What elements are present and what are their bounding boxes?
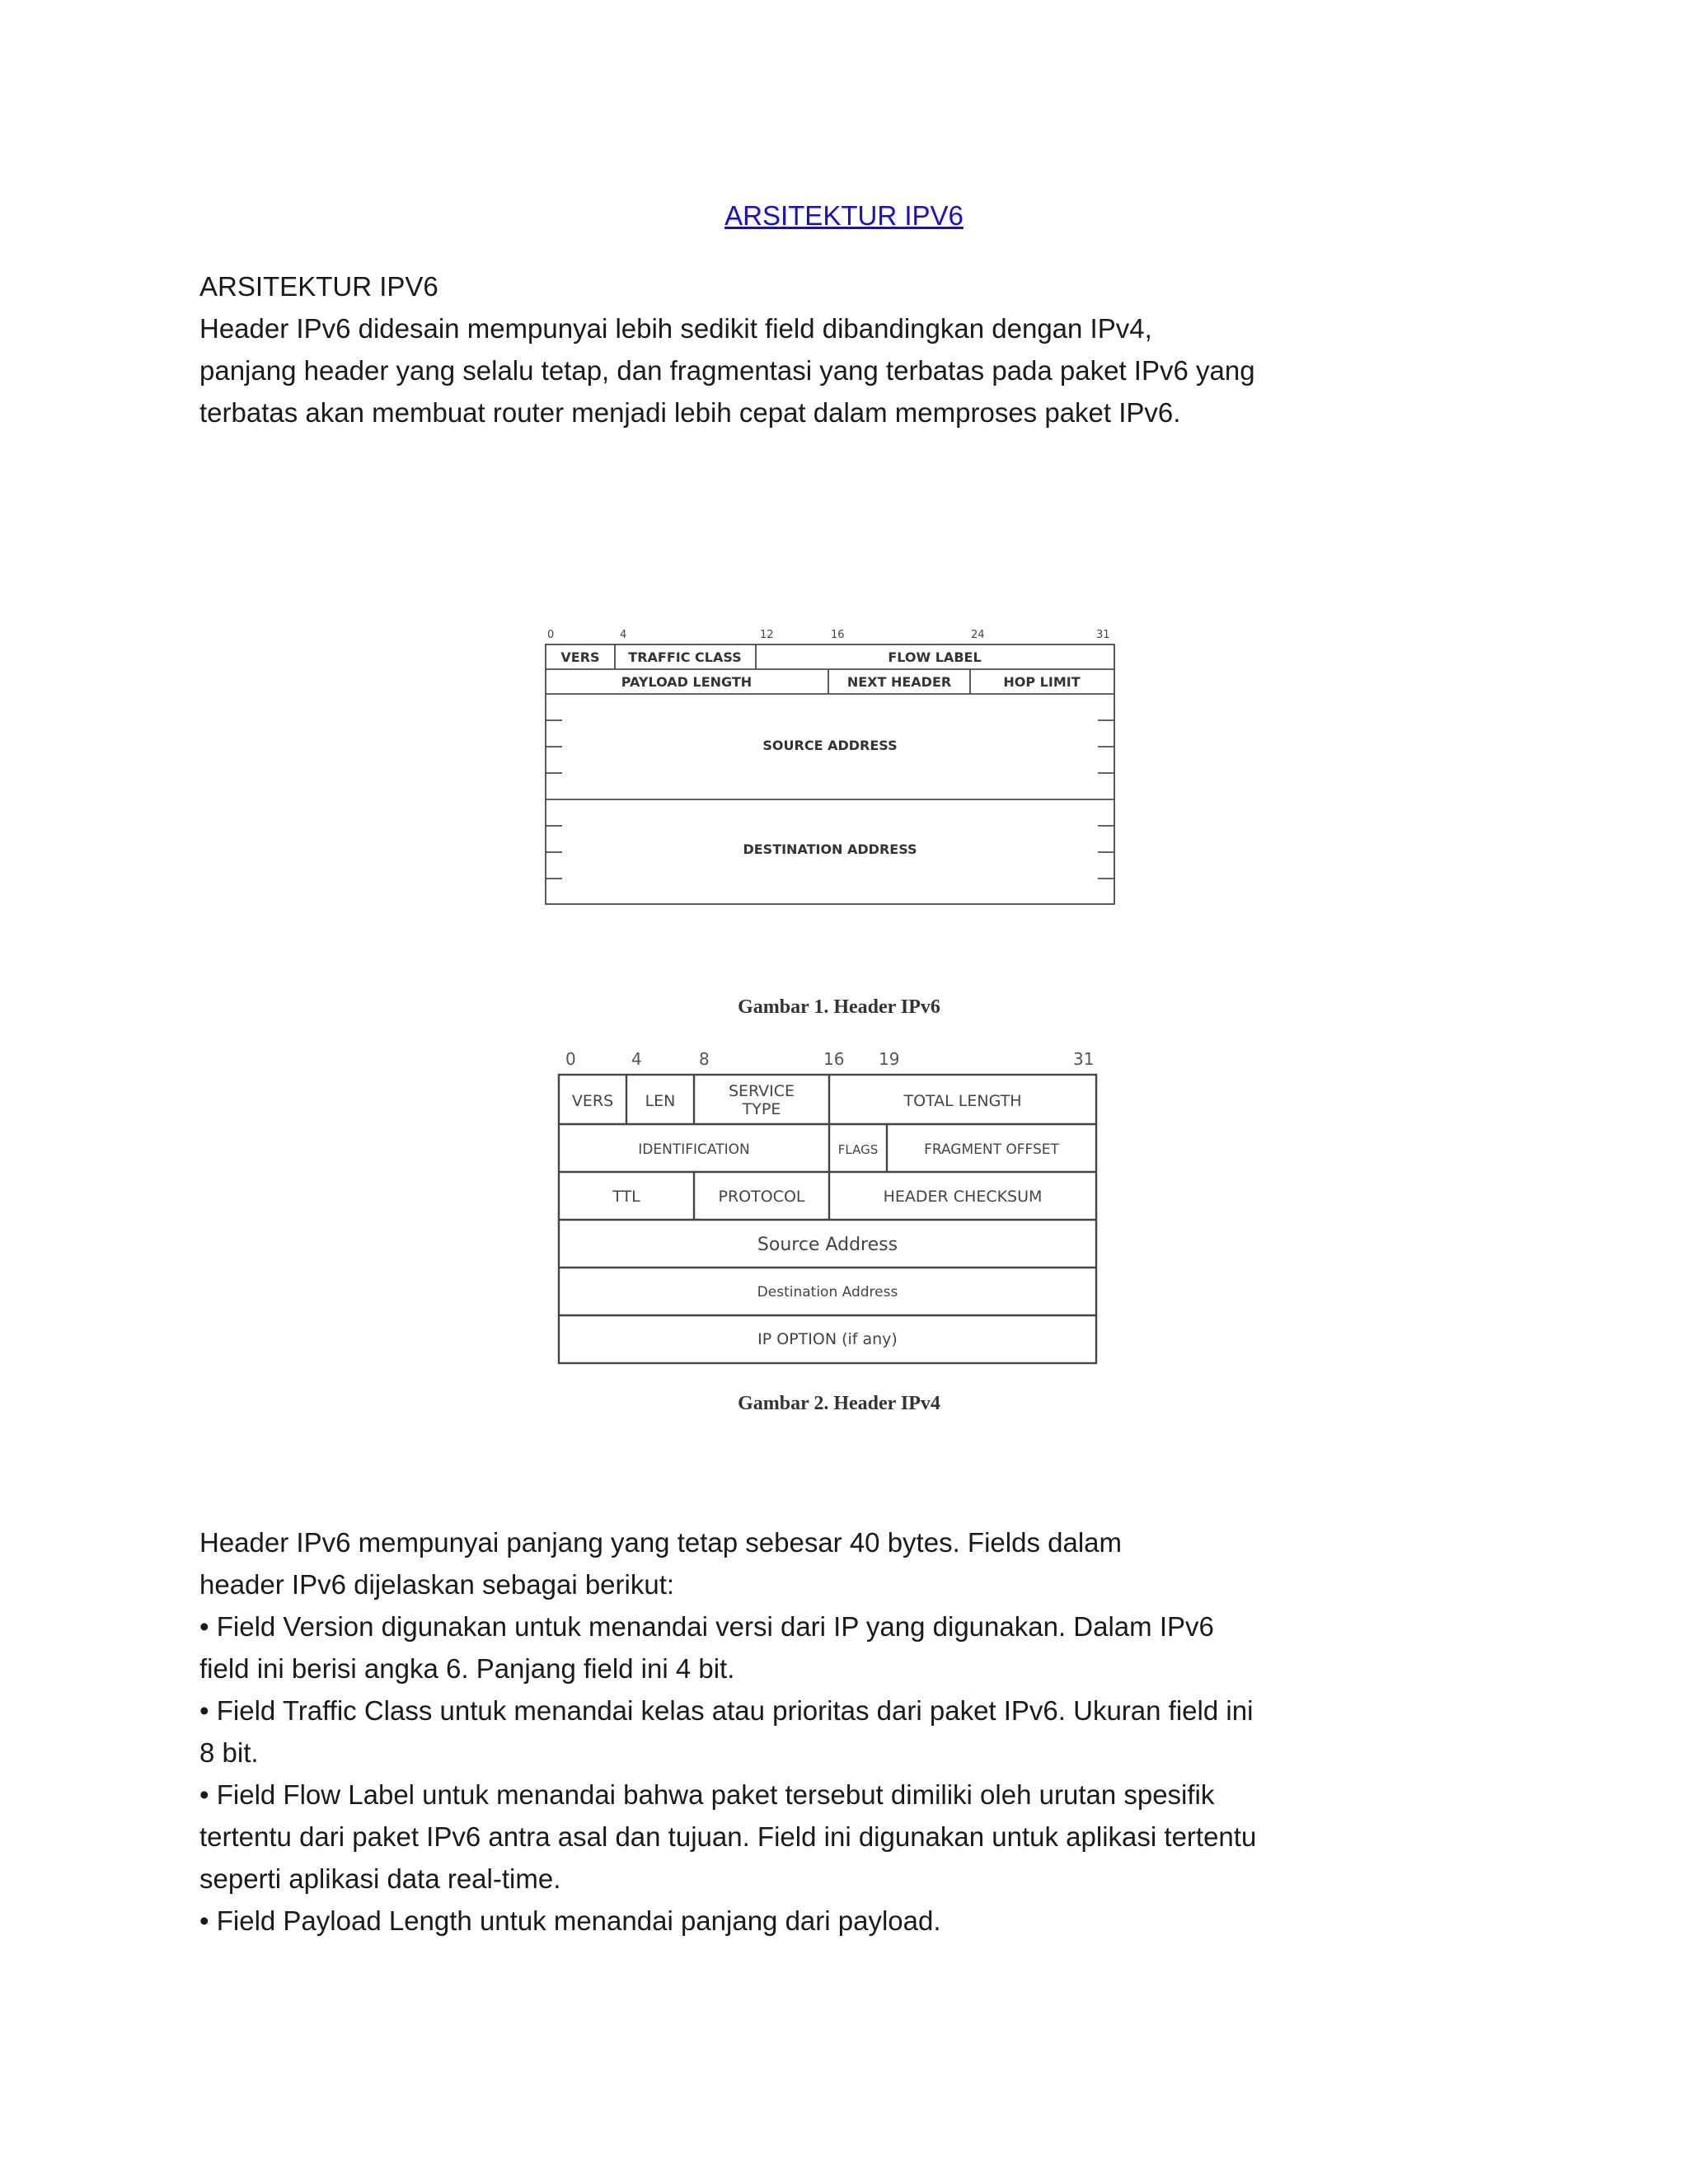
ipv4-field-fragment-offset: FRAGMENT OFFSET <box>924 1141 1059 1158</box>
ipv4-field-protocol: PROTOCOL <box>718 1188 805 1206</box>
ipv4-field-header-checksum: HEADER CHECKSUM <box>883 1188 1043 1206</box>
bit-label: 16 <box>823 1049 845 1069</box>
bullet-payload-length: • Field Payload Length untuk menandai panjang dari payload. <box>199 1905 941 1936</box>
bit-label: 16 <box>831 629 845 641</box>
bullet-flow-label: • Field Flow Label untuk menandai bahwa paket tersebut dimiliki oleh urutan spesifik <box>199 1779 1215 1810</box>
intro-line: panjang header yang selalu tetap, dan fragmentasi yang terbatas pada paket IPv6 yang <box>199 355 1255 386</box>
bit-label: 31 <box>1073 1049 1095 1069</box>
fields-line: Header IPv6 mempunyai panjang yang tetap sebesar 40 bytes. Fields dalam <box>199 1527 1122 1558</box>
intro-paragraph <box>199 265 1255 434</box>
ipv4-field-len: LEN <box>645 1092 676 1110</box>
ipv6-field-next-header: NEXT HEADER <box>846 674 952 690</box>
ipv4-field-ttl: TTL <box>612 1188 640 1206</box>
bullet-traffic-class: • Field Traffic Class untuk menandai kelas atau prioritas dari paket IPv6. Ukuran field ini <box>199 1695 1254 1726</box>
ipv6-field-source-address: SOURCE ADDRESS <box>762 738 898 753</box>
ipv6-field-destination-address: DESTINATION ADDRESS <box>743 841 917 857</box>
bit-label: 12 <box>760 629 774 641</box>
bit-label: 8 <box>699 1049 710 1069</box>
ipv6-field-hop-limit: HOP LIMIT <box>1003 674 1081 690</box>
ipv6-field-payload-length: PAYLOAD LENGTH <box>621 674 753 690</box>
ipv4-field-ip-option: IP OPTION (if any) <box>757 1330 898 1348</box>
ipv6-field-vers: VERS <box>560 649 600 665</box>
intro-heading: ARSITEKTUR IPV6 <box>199 271 438 302</box>
figure-ipv6-header <box>544 626 1170 1022</box>
ipv6-field-traffic-class: TRAFFIC CLASS <box>628 649 742 665</box>
ipv4-field-vers: VERS <box>571 1092 614 1110</box>
ipv4-field-identification: IDENTIFICATION <box>638 1141 750 1158</box>
figure-2-caption: Gambar 2. Header IPv4 <box>738 1393 940 1414</box>
ipv4-field-source-address: Source Address <box>757 1235 898 1255</box>
ipv4-field-flags: FLAGS <box>837 1142 879 1157</box>
figure-ipv4-header <box>544 1047 1170 1430</box>
title-link[interactable]: ARSITEKTUR IPV6 <box>724 200 964 231</box>
fields-line: 8 bit. <box>199 1737 259 1768</box>
bit-label: 31 <box>1096 629 1110 641</box>
bit-label: 4 <box>631 1049 642 1069</box>
bullet-version: • Field Version digunakan untuk menandai versi dari IP yang digunakan. Dalam IPv6 <box>199 1611 1214 1642</box>
fields-line: header IPv6 dijelaskan sebagai berikut: <box>199 1569 675 1600</box>
ipv4-field-service: SERVICE <box>728 1082 795 1100</box>
ipv4-field-total-length: TOTAL LENGTH <box>903 1092 1022 1110</box>
ipv6-field-flow-label: FLOW LABEL <box>888 649 982 665</box>
fields-paragraph <box>199 1521 1256 1942</box>
ipv4-field-destination-address: Destination Address <box>757 1284 898 1301</box>
bit-label: 24 <box>971 629 985 641</box>
ipv4-field-type: TYPE <box>742 1100 781 1118</box>
bit-label: 4 <box>620 629 627 641</box>
fields-line: field ini berisi angka 6. Panjang field ini 4 bit. <box>199 1653 735 1684</box>
fields-line: seperti aplikasi data real-time. <box>199 1863 561 1894</box>
bit-label: 19 <box>879 1049 900 1069</box>
intro-line: Header IPv6 didesain mempunyai lebih sedikit field dibandingkan dengan IPv4, <box>199 313 1152 344</box>
figure-1-caption: Gambar 1. Header IPv6 <box>738 996 940 1018</box>
fields-line: tertentu dari paket IPv6 antra asal dan tujuan. Field ini digunakan untuk aplikasi tertentu <box>199 1821 1257 1852</box>
bit-label: 0 <box>547 629 555 641</box>
intro-line: terbatas akan membuat router menjadi lebih cepat dalam memproses paket IPv6. <box>199 397 1181 428</box>
bit-label: 0 <box>565 1049 576 1069</box>
